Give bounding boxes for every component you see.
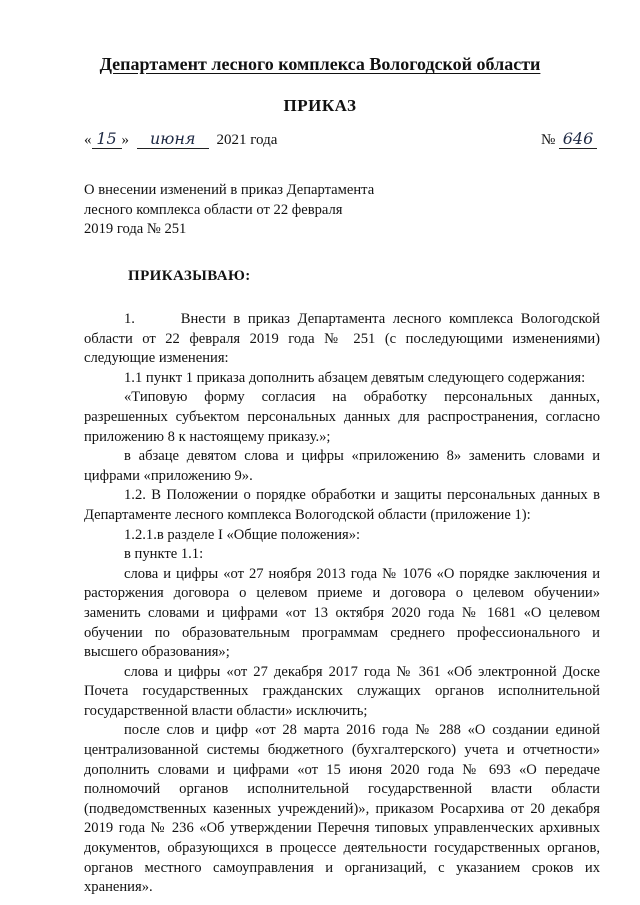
order-subject [84, 181, 394, 240]
body-paragraph: в абзаце девятом слова и цифры «приложению 8» заменить словами и цифрами «приложению 9». [84, 448, 600, 484]
organization-title: Департамент лесного комплекса Вологодской области [99, 54, 541, 74]
document-type-title: ПРИКАЗ [283, 96, 357, 115]
order-date [84, 130, 277, 149]
order-year: 2021 года [216, 132, 278, 148]
body-paragraph: слова и цифры «от 27 декабря 2017 года № 361 «Об электронной Доске Почета государственных гражданских служащих органов исполнительной государственной власти области» исключить; [84, 663, 600, 719]
body-paragraph: 1. Внести в приказ Департамента лесного комплекса Вологодской области от 22 февраля 2019 года № 251 (с последующими изменениями) следующие изменения: [84, 311, 600, 367]
body-paragraph: «Типовую форму согласия на обработку персональных данных, разрешенных субъектом персональных данных для распространения, согласно приложению 8 к настоящему приказу.»; [84, 389, 600, 445]
order-heading: ПРИКАЗЫВАЮ: [128, 268, 251, 284]
body-paragraph: слова и цифры «от 27 ноября 2013 года № 1076 «О порядке заключения и расторжения договора о целевом приеме и договора о целевом обучении» заменить словами и цифрами «от 13 октября 2020 года № 1681 «О целевом обучении по образовательным программам среднего профессионального и высшего образования»; [84, 565, 600, 661]
date-number-line [84, 130, 597, 154]
body-paragraph: 1.1 пункт 1 приказа дополнить абзацем девятым следующего содержания: [124, 369, 586, 386]
body-paragraph: в пункте 1.1: [124, 546, 204, 563]
subject-line: О внесении изменений в приказ Департамента [84, 182, 375, 198]
quote-open: « [84, 132, 92, 148]
handwritten-month: июня [137, 130, 209, 149]
handwritten-day: 15 [92, 130, 122, 149]
quote-close: » [121, 132, 129, 148]
subject-line: 2019 года № 251 [84, 221, 187, 237]
body-paragraph: 1.2.1.в разделе I «Общие положения»: [124, 526, 361, 543]
body-paragraph: после слов и цифр «от 28 марта 2016 года № 288 «О создании единой централизованной системы бюджетного (бухгалтерского) учета и отчетности» дополнить словами и цифрами «от 15 июня 2020 года № 693 «О передаче полномочий органов исполнительной государственной власти области (подведомственных казенных учреждений)», приказом Росархива от 20 декабря 2019 года № 236 «Об утверждении Перечня типовых управленческих архивных документов, образующихся в процессе деятельности государственных органов, органов местного самоуправления и организаций, с указанием сроков их хранения». [84, 722, 600, 896]
number-sign: № [540, 132, 556, 148]
body-paragraph: 1.2. В Положении о порядке обработки и защиты персональных данных в Департаменте лесного комплекса Вологодской области (приложение 1): [84, 487, 600, 523]
order-body [84, 310, 600, 898]
order-number [541, 130, 597, 149]
subject-line: лесного комплекса области от 22 февраля [84, 201, 343, 218]
handwritten-number: 646 [559, 130, 597, 149]
